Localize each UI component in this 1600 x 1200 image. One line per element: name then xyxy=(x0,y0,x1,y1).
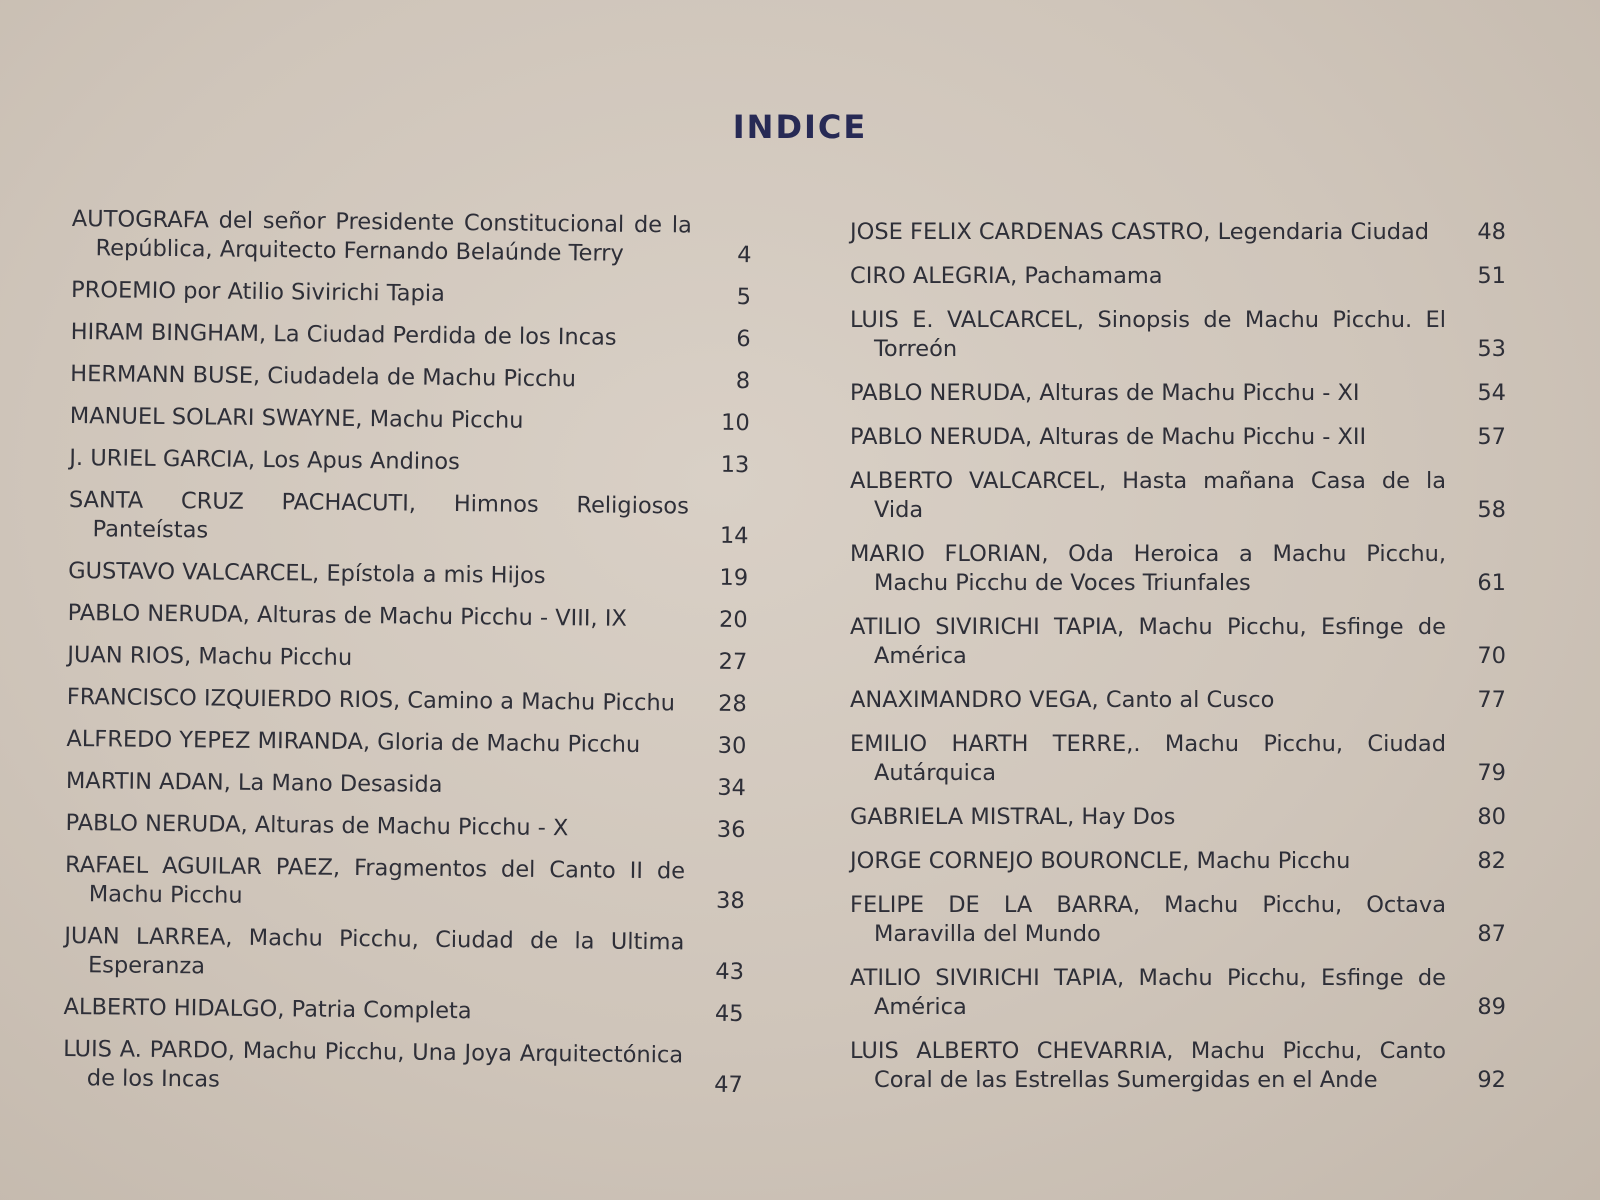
entry-title: PROEMIO por Atilio Sivirichi Tapia xyxy=(70,276,445,307)
index-entry xyxy=(70,402,750,438)
entry-title: FRANCISCO IZQUIERDO RIOS, Camino a Machu Picchu xyxy=(66,683,676,717)
index-entry xyxy=(65,851,746,916)
index-entry xyxy=(850,423,1506,452)
entry-title: ALBERTO HIDALGO, Patria Completa xyxy=(63,993,472,1025)
entry-title: JORGE CORNEJO BOURONCLE, Machu Picchu xyxy=(850,848,1351,874)
index-entry xyxy=(63,993,743,1029)
entry-page-number: 54 xyxy=(1477,380,1506,406)
index-entry xyxy=(850,803,1506,832)
entry-title: MARIO FLORIAN, Oda Heroica a Machu Picchu, Machu Picchu de Voces Triunfales xyxy=(850,541,1446,596)
entry-page-number: 13 xyxy=(720,451,750,479)
index-column-right xyxy=(850,218,1506,1110)
entry-title: GABRIELA MISTRAL, Hay Dos xyxy=(850,804,1176,830)
index-entry xyxy=(65,809,745,845)
index-entry xyxy=(850,847,1506,876)
entry-page-number: 57 xyxy=(1477,424,1506,450)
entry-page-number: 38 xyxy=(715,887,745,915)
index-entry xyxy=(66,725,746,761)
entry-page-number: 10 xyxy=(720,409,750,437)
entry-page-number: 79 xyxy=(1477,760,1506,786)
index-entry xyxy=(850,730,1506,788)
entry-title: PABLO NERUDA, Alturas de Machu Picchu - X xyxy=(65,809,569,842)
index-entry xyxy=(850,1037,1506,1095)
index-entry xyxy=(68,486,749,551)
entry-title: CIRO ALEGRIA, Pachamama xyxy=(850,263,1163,289)
entry-title: LUIS A. PARDO, Machu Picchu, Una Joya Arquitectónica de los Incas xyxy=(63,1035,684,1093)
entry-page-number: 43 xyxy=(715,958,745,986)
entry-title: ALFREDO YEPEZ MIRANDA, Gloria de Machu Picchu xyxy=(66,725,641,758)
entry-title: PABLO NERUDA, Alturas de Machu Picchu - XII xyxy=(850,424,1367,450)
entry-page-number: 87 xyxy=(1477,921,1506,947)
entry-title: LUIS E. VALCARCEL, Sinopsis de Machu Picchu. El Torreón xyxy=(850,307,1446,362)
entry-page-number: 19 xyxy=(719,564,749,592)
index-entry xyxy=(850,379,1506,408)
entry-page-number: 48 xyxy=(1477,219,1506,245)
index-entry xyxy=(63,1035,744,1100)
index-entry xyxy=(68,557,748,593)
entry-page-number: 70 xyxy=(1477,643,1506,669)
index-entry xyxy=(850,306,1506,364)
entry-page-number: 36 xyxy=(716,816,746,844)
entry-page-number: 6 xyxy=(736,325,751,353)
index-entry xyxy=(850,218,1506,247)
index-entry xyxy=(67,641,747,677)
entry-page-number: 77 xyxy=(1477,687,1506,713)
index-column-left xyxy=(63,205,752,1113)
entry-page-number: 14 xyxy=(719,522,749,550)
entry-title: PABLO NERUDA, Alturas de Machu Picchu - XI xyxy=(850,380,1360,406)
entry-title: EMILIO HARTH TERRE,. Machu Picchu, Ciudad Autárquica xyxy=(850,731,1446,786)
entry-page-number: 47 xyxy=(714,1071,743,1099)
entry-page-number: 61 xyxy=(1477,570,1506,596)
entry-page-number: 82 xyxy=(1477,848,1506,874)
entry-page-number: 28 xyxy=(718,690,747,718)
entry-title: FELIPE DE LA BARRA, Machu Picchu, Octava Maravilla del Mundo xyxy=(850,892,1446,947)
entry-page-number: 20 xyxy=(718,606,748,634)
entry-title: ALBERTO VALCARCEL, Hasta mañana Casa de la Vida xyxy=(850,468,1446,523)
entry-title: MARTIN ADAN, La Mano Desasida xyxy=(65,767,443,798)
entry-page-number: 53 xyxy=(1477,336,1506,362)
entry-title: PABLO NERUDA, Alturas de Machu Picchu - VIII, IX xyxy=(67,599,627,632)
index-entry xyxy=(71,318,751,354)
entry-title: JUAN RIOS, Machu Picchu xyxy=(67,641,353,671)
entry-title: ATILIO SIVIRICHI TAPIA, Machu Picchu, Esfinge de América xyxy=(850,965,1446,1020)
index-entry xyxy=(67,683,747,719)
entry-page-number: 45 xyxy=(714,1000,744,1028)
entry-title: AUTOGRAFA del señor Presidente Constitucional de la República, Arquitecto Fernando Belaúnde Terry xyxy=(71,205,692,267)
index-entry xyxy=(70,360,750,396)
entry-title: HERMANN BUSE, Ciudadela de Machu Picchu xyxy=(70,360,577,393)
entry-page-number: 4 xyxy=(737,241,752,269)
index-entry xyxy=(850,540,1506,598)
index-entry xyxy=(66,767,746,803)
entry-page-number: 51 xyxy=(1477,263,1506,289)
index-entry xyxy=(850,686,1506,715)
entry-page-number: 8 xyxy=(735,367,751,395)
entry-title: RAFAEL AGUILAR PAEZ, Fragmentos del Canto II de Machu Picchu xyxy=(64,851,686,909)
index-entry xyxy=(69,444,749,480)
entry-title: SANTA CRUZ PACHACUTI, Himnos Religiosos Panteístas xyxy=(68,486,690,544)
index-entry xyxy=(71,205,752,270)
entry-page-number: 80 xyxy=(1477,804,1506,830)
entry-title: ANAXIMANDRO VEGA, Canto al Cusco xyxy=(850,687,1275,713)
index-entry xyxy=(850,467,1506,525)
index-entry xyxy=(850,964,1506,1022)
entry-page-number: 5 xyxy=(736,283,752,311)
entry-title: GUSTAVO VALCARCEL, Epístola a mis Hijos xyxy=(68,557,546,589)
entry-title: J. URIEL GARCIA, Los Apus Andinos xyxy=(69,444,460,476)
entry-title: JUAN LARREA, Machu Picchu, Ciudad de la Ultima Esperanza xyxy=(64,922,685,980)
entry-title: HIRAM BINGHAM, La Ciudad Perdida de los Incas xyxy=(70,318,617,351)
entry-title: MANUEL SOLARI SWAYNE, Machu Picchu xyxy=(69,402,524,434)
page-title: INDICE xyxy=(732,108,868,146)
entry-page-number: 30 xyxy=(717,732,747,760)
entry-title: JOSE FELIX CARDENAS CASTRO, Legendaria Ciudad xyxy=(850,219,1430,245)
index-entry xyxy=(71,276,751,312)
index-entry xyxy=(850,891,1506,949)
index-entry xyxy=(64,922,745,987)
entry-page-number: 27 xyxy=(718,648,748,676)
index-entry xyxy=(850,262,1506,291)
index-entry xyxy=(68,599,748,635)
index-entry xyxy=(850,613,1506,671)
entry-title: ATILIO SIVIRICHI TAPIA, Machu Picchu, Esfinge de América xyxy=(850,614,1446,669)
entry-title: LUIS ALBERTO CHEVARRIA, Machu Picchu, Canto Coral de las Estrellas Sumergidas en el Ande xyxy=(850,1038,1446,1093)
entry-page-number: 89 xyxy=(1477,994,1506,1020)
entry-page-number: 92 xyxy=(1477,1067,1506,1093)
entry-page-number: 34 xyxy=(717,774,747,802)
entry-page-number: 58 xyxy=(1477,497,1506,523)
